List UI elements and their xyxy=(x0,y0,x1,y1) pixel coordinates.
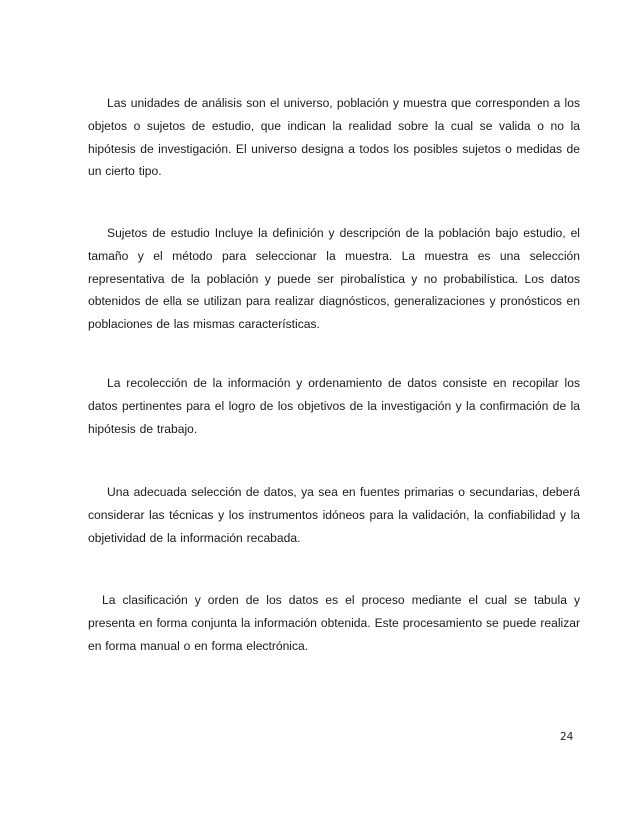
paragraph-study-subjects: Sujetos de estudio Incluye la definición y descripción de la población bajo estudio, el tamaño y el método para seleccionar la muestra. La muestra es una selección representativa de la población y puede ser pirobalística y no probabilística. Los datos obtenidos de ella se utilizan para realizar diagnósticos, generalizaciones y pronósticos en poblaciones de las mismas características. xyxy=(88,226,580,332)
paragraph-data-collection: La recolección de la información y ordenamiento de datos consiste en recopilar los datos pertinentes para el logro de los objetivos de la investigación y la confirmación de la hipótesis de trabajo. xyxy=(88,376,580,436)
paragraph-units-of-analysis: Las unidades de análisis son el universo, población y muestra que corresponden a los objetos o sujetos de estudio, que indican la realidad sobre la cual se valida o no la hipótesis de investigación. El universo designa a todos los posibles sujetos o medidas de un cierto tipo. xyxy=(88,96,580,179)
paragraph-data-selection: Una adecuada selección de datos, ya sea en fuentes primarias o secundarias, deberá considerar las técnicas y los instrumentos idóneos para la validación, la confiabilidad y la objetividad de la información recabada. xyxy=(88,485,580,545)
paragraph-data-classification: La clasificación y orden de los datos es el proceso mediante el cual se tabula y presenta en forma conjunta la información obtenida. Este procesamiento se puede realizar en forma manual o en forma electrónica. xyxy=(88,593,580,653)
page-number: 24 xyxy=(560,731,574,743)
